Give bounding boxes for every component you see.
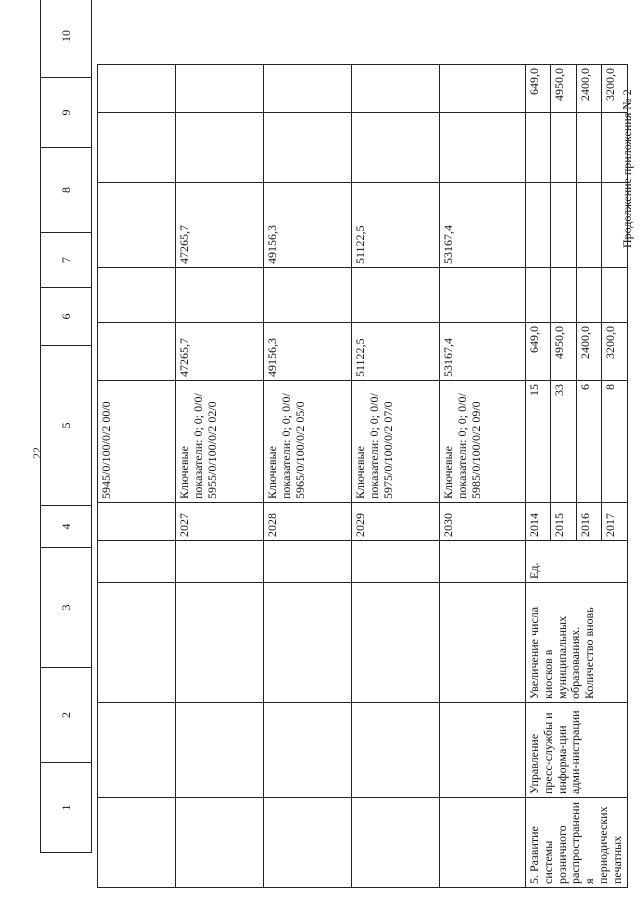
col-num-8: 8 — [41, 148, 92, 233]
cell-c4 — [176, 541, 264, 583]
col-num-2: 2 — [41, 668, 92, 763]
page-number: 22 — [30, 447, 44, 459]
indicator-description: Увеличение числа киосков в муниципальных образованиях. Количество вновь — [526, 583, 628, 703]
cell-c4 — [98, 541, 176, 583]
appendix-title: Продолжение приложения № 2 — [620, 89, 634, 248]
cell-c8 — [551, 183, 576, 268]
cell-c9 — [602, 113, 627, 183]
cell-c1 — [176, 798, 264, 888]
cell-c1 — [98, 798, 176, 888]
table-row — [176, 65, 264, 888]
cell-year — [98, 503, 176, 541]
cell-c1 — [352, 798, 440, 888]
cell-c9 — [264, 113, 352, 183]
cell-c6: 53167,4 — [440, 323, 526, 381]
cell-qty: 15 — [526, 381, 551, 503]
cell-c6: 47265,7 — [176, 323, 264, 381]
cell-c7 — [576, 268, 601, 323]
col-num-4: 4 — [41, 506, 92, 548]
column-number-strip — [40, 30, 92, 853]
cell-c2 — [264, 703, 352, 798]
cell-c9 — [526, 113, 551, 183]
cell-c7 — [264, 268, 352, 323]
cell-c6: 51122,5 — [352, 323, 440, 381]
cell-c9 — [440, 113, 526, 183]
cell-c7 — [551, 268, 576, 323]
cell-c7 — [602, 268, 627, 323]
cell-c10 — [352, 65, 440, 113]
col-num-6: 6 — [41, 288, 92, 346]
cell-year: 2015 — [551, 503, 576, 541]
cell-c8 — [602, 183, 627, 268]
cell-c10: 2400,0 — [576, 65, 601, 113]
table-row — [98, 65, 176, 888]
cell-c2 — [176, 703, 264, 798]
table-row — [264, 65, 352, 888]
cell-c10 — [176, 65, 264, 113]
col-num-1: 1 — [41, 763, 92, 853]
cell-c10: 649,0 — [526, 65, 551, 113]
cell-c8: 51122,5 — [352, 183, 440, 268]
cell-c4 — [352, 541, 440, 583]
cell-c2 — [352, 703, 440, 798]
cell-qty: 33 — [551, 381, 576, 503]
cell-c3 — [352, 583, 440, 703]
cell-indicators: Ключевые показатели: 0; 0; 0/0/ 5955/0/100/0/2 02/0 — [176, 381, 264, 503]
cell-c3 — [440, 583, 526, 703]
cell-c8: 53167,4 — [440, 183, 526, 268]
cell-c8 — [98, 183, 176, 268]
cell-c8: 47265,7 — [176, 183, 264, 268]
cell-c3 — [98, 583, 176, 703]
cell-c2 — [98, 703, 176, 798]
cell-c10 — [440, 65, 526, 113]
cell-c4 — [264, 541, 352, 583]
cell-indicators: Ключевые показатели: 0; 0; 0/0/ 5975/0/100/0/2 07/0 — [352, 381, 440, 503]
table-area — [97, 65, 624, 888]
cell-indicators: Ключевые показатели: 0; 0; 0/0/ 5965/0/100/0/2 05/0 — [264, 381, 352, 503]
table-row — [352, 65, 440, 888]
cell-c10: 3200,0 — [602, 65, 627, 113]
cell-c10 — [98, 65, 176, 113]
cell-c10 — [264, 65, 352, 113]
cell-c6: 3200,0 — [602, 323, 627, 381]
cell-c6: 649,0 — [526, 323, 551, 381]
col-num-7: 7 — [41, 233, 92, 288]
cell-c6: 2400,0 — [576, 323, 601, 381]
cell-c9 — [352, 113, 440, 183]
cell-c6: 4950,0 — [551, 323, 576, 381]
cell-year: 2028 — [264, 503, 352, 541]
table-row — [440, 65, 526, 888]
cell-c8 — [526, 183, 551, 268]
cell-c9 — [98, 113, 176, 183]
cell-indicators: Ключевые показатели: 0; 0; 0/0/ 5985/0/100/0/2 09/0 — [440, 381, 526, 503]
column-number-table — [40, 0, 92, 853]
col-num-5: 5 — [41, 346, 92, 506]
cell-c9 — [576, 113, 601, 183]
cell-c7 — [526, 268, 551, 323]
cell-indicators: 5945/0/100/0/2 00/0 — [98, 381, 176, 503]
table-row — [526, 65, 551, 888]
unit: Ед. — [526, 541, 628, 583]
responsible-body: Управление пресс-службы и информа-ции адми-нистрации — [526, 703, 628, 798]
cell-c3 — [264, 583, 352, 703]
cell-c7 — [176, 268, 264, 323]
col-num-3: 3 — [41, 548, 92, 668]
cell-c6 — [98, 323, 176, 381]
cell-c3 — [176, 583, 264, 703]
col-num-10: 10 — [41, 0, 92, 78]
cell-c9 — [176, 113, 264, 183]
data-table — [97, 64, 628, 888]
cell-c7 — [98, 268, 176, 323]
cell-year: 2014 — [526, 503, 551, 541]
cell-year: 2016 — [576, 503, 601, 541]
cell-c7 — [352, 268, 440, 323]
cell-c7 — [440, 268, 526, 323]
cell-c10: 4950,0 — [551, 65, 576, 113]
cell-qty: 6 — [576, 381, 601, 503]
cell-c1 — [264, 798, 352, 888]
cell-c1 — [440, 798, 526, 888]
cell-year: 2027 — [176, 503, 264, 541]
cell-year: 2030 — [440, 503, 526, 541]
cell-c9 — [551, 113, 576, 183]
cell-year: 2029 — [352, 503, 440, 541]
cell-c6: 49156,3 — [264, 323, 352, 381]
cell-c8 — [576, 183, 601, 268]
cell-c8: 49156,3 — [264, 183, 352, 268]
col-num-9: 9 — [41, 78, 92, 148]
cell-qty: 8 — [602, 381, 627, 503]
cell-c4 — [440, 541, 526, 583]
cell-year: 2017 — [602, 503, 627, 541]
program-name: 5. Развитие системы розничного распространения периодических печатных — [526, 798, 628, 888]
cell-c2 — [440, 703, 526, 798]
